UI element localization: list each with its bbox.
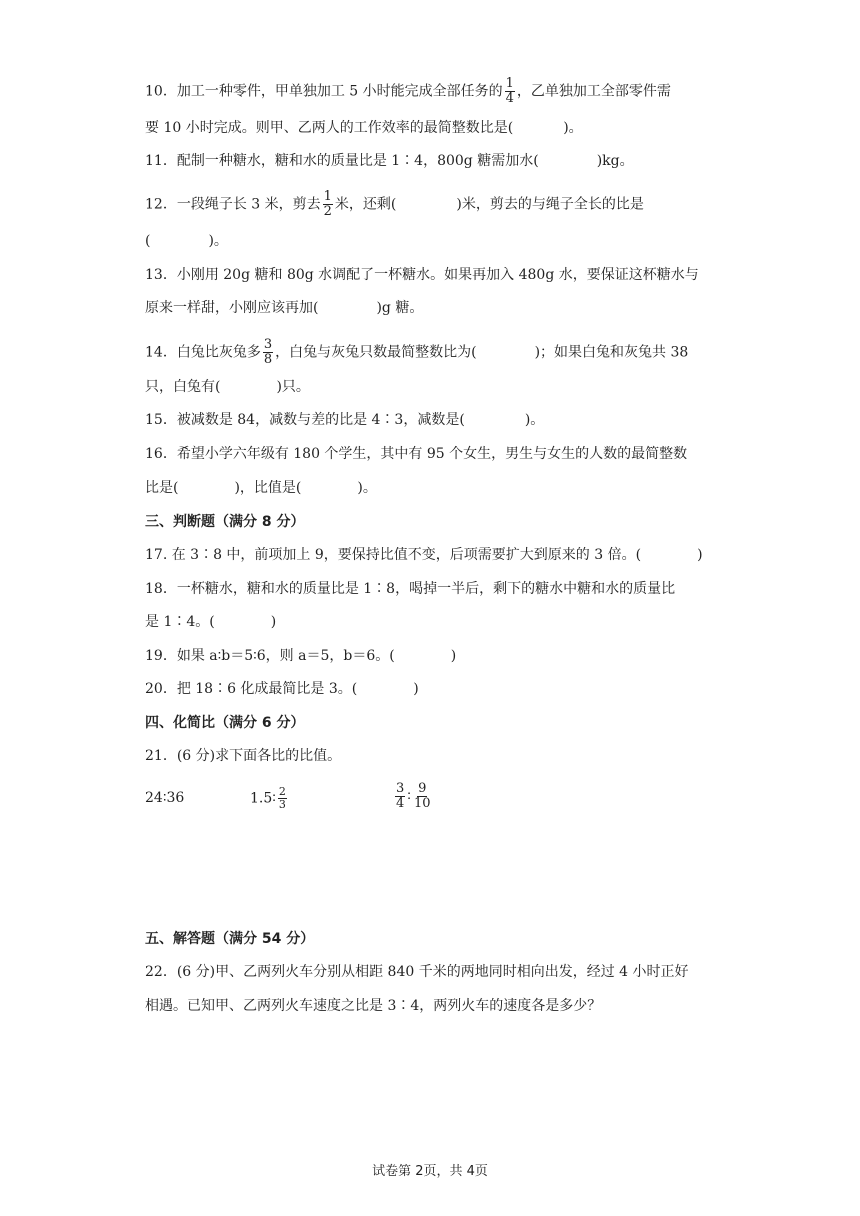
q13-line2: 原来一样甜，小刚应该再加( )g 糖。 xyxy=(145,300,424,316)
q18-line2: 是 1∶4。( ) xyxy=(145,614,277,630)
fraction: $\frac{9}{10}$ xyxy=(413,781,431,811)
q12-line1: 12．一段绳子长 3 米，剪去 $\frac{1}{2}$ 米，还剩( )米，剪去的与绳子全长的比是 xyxy=(145,189,644,219)
fraction: $\frac{1}{4}$ xyxy=(505,76,514,106)
q19-line: 19．如果 a∶b＝5∶6，则 a＝5，b＝6。( ) xyxy=(145,648,457,664)
q14-line2: 只，白兔有( )只。 xyxy=(145,379,310,395)
q15-line: 15．被减数是 84，减数与差的比是 4∶3，减数是( )。 xyxy=(145,412,545,428)
q14-line1: 14．白兔比灰兔多 $\frac{3}{8}$ ，白兔与灰兔只数最简整数比为( )；如果白兔和灰兔共 38 xyxy=(145,337,689,367)
q13-line1: 13．小刚用 20g 糖和 80g 水调配了一杯糖水。如果再加入 480g 水，要保证这杯糖水与 xyxy=(145,267,699,283)
q21-expression-2: 1.5∶ $\frac{2}{3}$ xyxy=(250,785,286,811)
q21-line: 21．(6 分)求下面各比的比值。 xyxy=(145,748,342,764)
section-heading-simplify: 四、化简比（满分 6 分） xyxy=(145,715,305,731)
page-footer: 试卷第 2页，共 4页 xyxy=(372,1164,488,1179)
q18-line1: 18．一杯糖水，糖和水的质量比是 1∶8，喝掉一半后，剩下的糖水中糖和水的质量比 xyxy=(145,581,676,597)
section-heading-solve: 五、解答题（满分 54 分） xyxy=(145,931,315,947)
q10-line1 xyxy=(145,77,671,106)
q16-line2: 比是( )，比值是( )。 xyxy=(145,480,377,496)
fraction: $\frac{3}{8}$ xyxy=(263,337,273,367)
q21-expression-1: 24∶36 xyxy=(145,790,185,806)
q22-line2: 相遇。已知甲、乙两列火车速度之比是 3∶4，两列火车的速度各是多少？ xyxy=(145,998,602,1014)
q10-line2: 要 10 小时完成。则甲、乙两人的工作效率的最简整数比是( )。 xyxy=(145,120,583,136)
q10-text: 10．加工一种零件，甲单独加工 5 小时能完成全部任务的 xyxy=(145,83,503,100)
fraction: $\frac{1}{2}$ xyxy=(323,189,332,219)
q20-line: 20．把 18∶6 化成最简比是 3。( ) xyxy=(145,681,419,697)
q10-text-2: ，乙单独加工全部零件需 xyxy=(516,83,671,100)
fraction: $\frac{2}{3}$ xyxy=(278,785,286,811)
q22-line1: 22．(6 分)甲、乙两列火车分别从相距 840 千米的两地同时相向出发，经过 4 小时正好 xyxy=(145,964,689,980)
fraction: $\frac{3}{4}$ xyxy=(396,781,405,811)
q12-line2: ( )。 xyxy=(145,233,228,249)
q16-line1: 16．希望小学六年级有 180 个学生，其中有 95 个女生，男生与女生的人数的最简整数 xyxy=(145,446,688,462)
section-heading-judgment: 三、判断题（满分 8 分） xyxy=(145,514,305,530)
q21-expression-3: $\frac{3}{4}$ ∶ $\frac{9}{10}$ xyxy=(396,781,431,811)
q11-line: 11．配制一种糖水，糖和水的质量比是 1∶4，800g 糖需加水( )kg。 xyxy=(145,153,634,169)
q17-line: 17. 在 3∶8 中，前项加上 9，要保持比值不变，后项需要扩大到原来的 3 倍。( ) xyxy=(145,547,703,563)
